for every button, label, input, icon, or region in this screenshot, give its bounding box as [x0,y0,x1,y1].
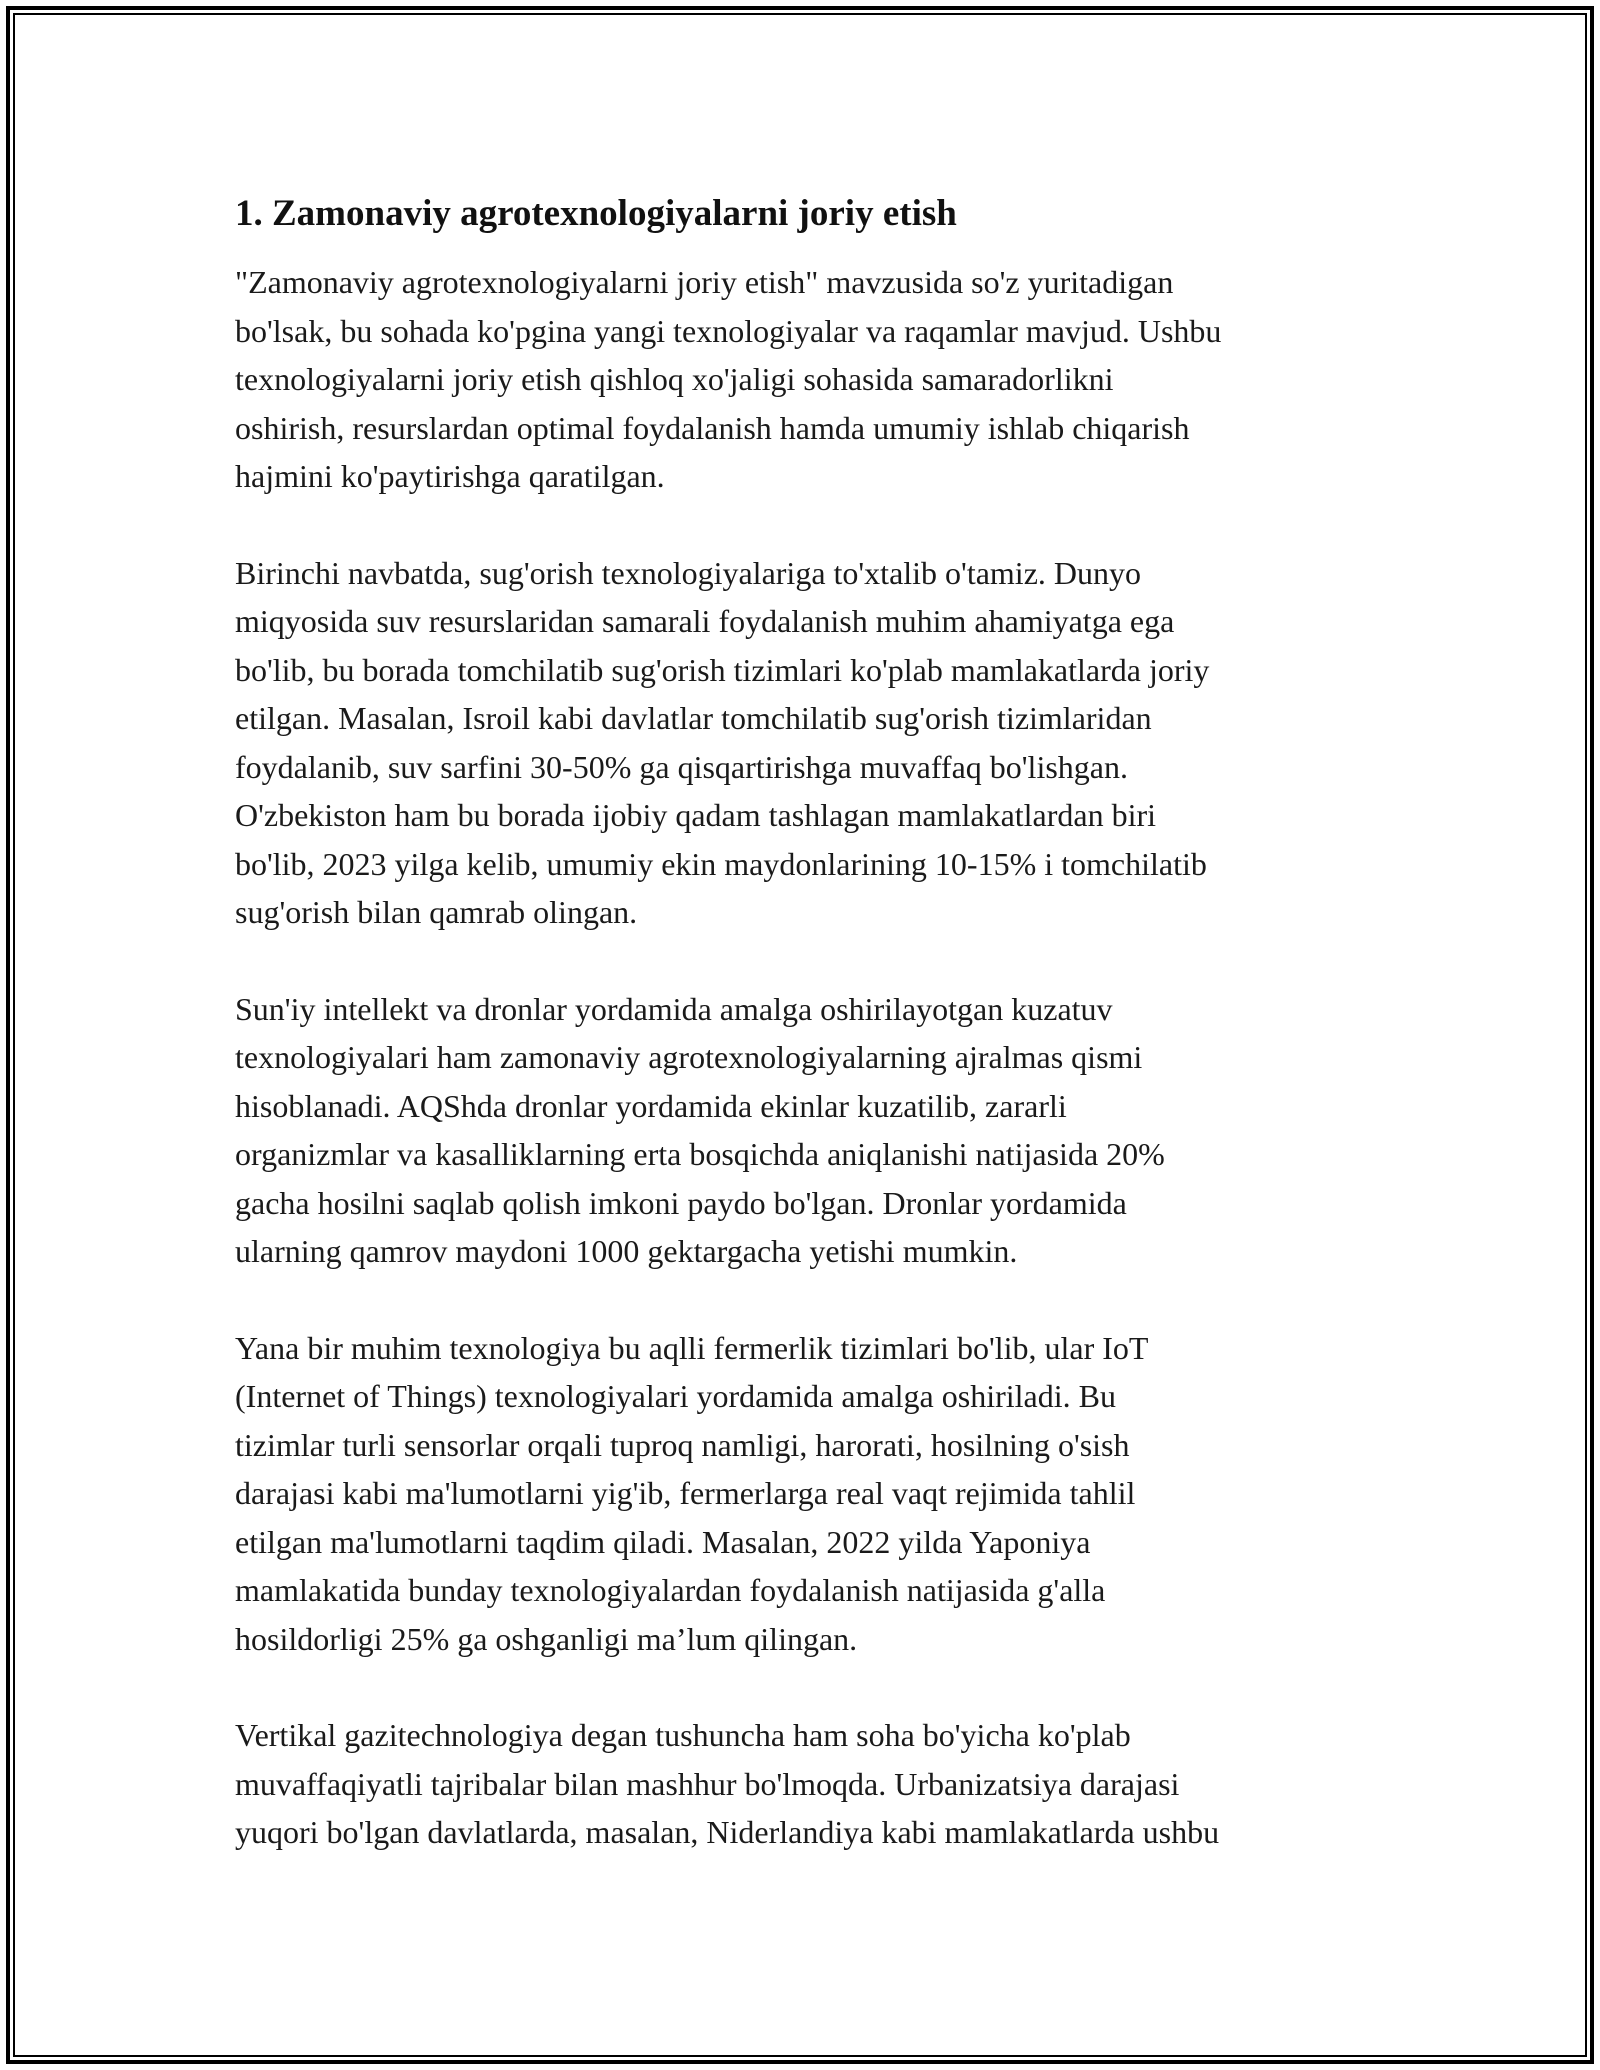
text-line: darajasi kabi ma'lumotlarni yig'ib, fermerlarga real vaqt rejimida tahlil [235,1475,1136,1511]
paragraph-intro [235,258,1375,501]
text-line: hajmini ko'paytirishga qaratilgan. [235,458,665,494]
text-line: sug'orish bilan qamrab olingan. [235,894,638,930]
text-line: miqyosida suv resurslaridan samarali foydalanish muhim ahamiyatga ega [235,603,1175,639]
document-body [235,190,1375,1905]
text-line: hisoblanadi. AQShda dronlar yordamida ekinlar kuzatilib, zararli [235,1087,1067,1124]
paragraph-vertical-farming [235,1711,1375,1857]
paragraph-smart-farming [235,1324,1375,1664]
text-line: mamlakatida bunday texnologiyalardan foydalanish natijasida g'alla [235,1572,1106,1608]
text-line: bo'lib, bu borada tomchilatib sug'orish tizimlari ko'plab mamlakatlarda joriy [235,651,1210,688]
text-line: O'zbekiston ham bu borada ijobiy qadam tashlagan mamlakatlardan biri [235,797,1157,833]
text-line: hosildorligi 25% ga oshganligi ma’lum qilingan. [235,1620,858,1657]
text-line: Birinchi navbatda, sug'orish texnologiyalariga to'xtalib o'tamiz. Dunyo [235,554,1141,591]
text-line: foydalanib, suv sarfini 30-50% ga qisqartirishga muvaffaq bo'lishgan. [235,748,1128,785]
text-line: (Internet of Things) texnologiyalari yordamida amalga oshiriladi. Bu [235,1378,1116,1414]
text-line: organizmlar va kasalliklarning erta bosqichda aniqlanishi natijasida 20% [235,1136,1165,1172]
text-line: Sun'iy intellekt va dronlar yordamida amalga oshirilayotgan kuzatuv [235,990,1113,1027]
text-line: Vertikal gazitechnologiya degan tushuncha ham soha bo'yicha ko'plab [235,1717,1131,1753]
text-line: etilgan ma'lumotlarni taqdim qiladi. Masalan, 2022 yilda Yaponiya [235,1523,1091,1560]
text-line: tizimlar turli sensorlar orqali tuproq namligi, harorati, hosilning o'sish [235,1426,1130,1463]
text-line: Yana bir muhim texnologiya bu aqlli fermerlik tizimlari bo'lib, ular IoT [235,1329,1149,1366]
section-heading: 1. Zamonaviy agrotexnologiyalarni joriy etish [235,193,957,234]
text-line: texnologiyalarni joriy etish qishloq xo'jaligi sohasida samaradorlikni [235,361,1114,397]
text-line: bo'lib, 2023 yilga kelib, umumiy ekin maydonlarining 10-15% i tomchilatib [235,845,1207,882]
text-line: etilgan. Masalan, Isroil kabi davlatlar tomchilatib sug'orish tizimlaridan [235,700,1152,736]
text-line: bo'lsak, bu sohada ko'pgina yangi texnologiyalar va raqamlar mavjud. Ushbu [235,312,1222,349]
text-line: "Zamonaviy agrotexnologiyalarni joriy etish" mavzusida so'z yuritadigan [235,264,1174,300]
text-line: oshirish, resurslardan optimal foydalanish hamda umumiy ishlab chiqarish [235,409,1190,446]
paragraph-irrigation [235,549,1375,937]
text-line: muvaffaqiyatli tajribalar bilan mashhur bo'lmoqda. Urbanizatsiya darajasi [235,1765,1180,1802]
text-line: ularning qamrov maydoni 1000 gektargacha yetishi mumkin. [235,1233,1018,1269]
text-line: texnologiyalari ham zamonaviy agrotexnologiyalarning ajralmas qismi [235,1039,1143,1075]
text-line: yuqori bo'lgan davlatlarda, masalan, Niderlandiya kabi mamlakatlarda ushbu [235,1814,1220,1850]
paragraph-ai-drones [235,985,1375,1276]
text-line: gacha hosilni saqlab qolish imkoni paydo bo'lgan. Dronlar yordamida [235,1184,1127,1221]
